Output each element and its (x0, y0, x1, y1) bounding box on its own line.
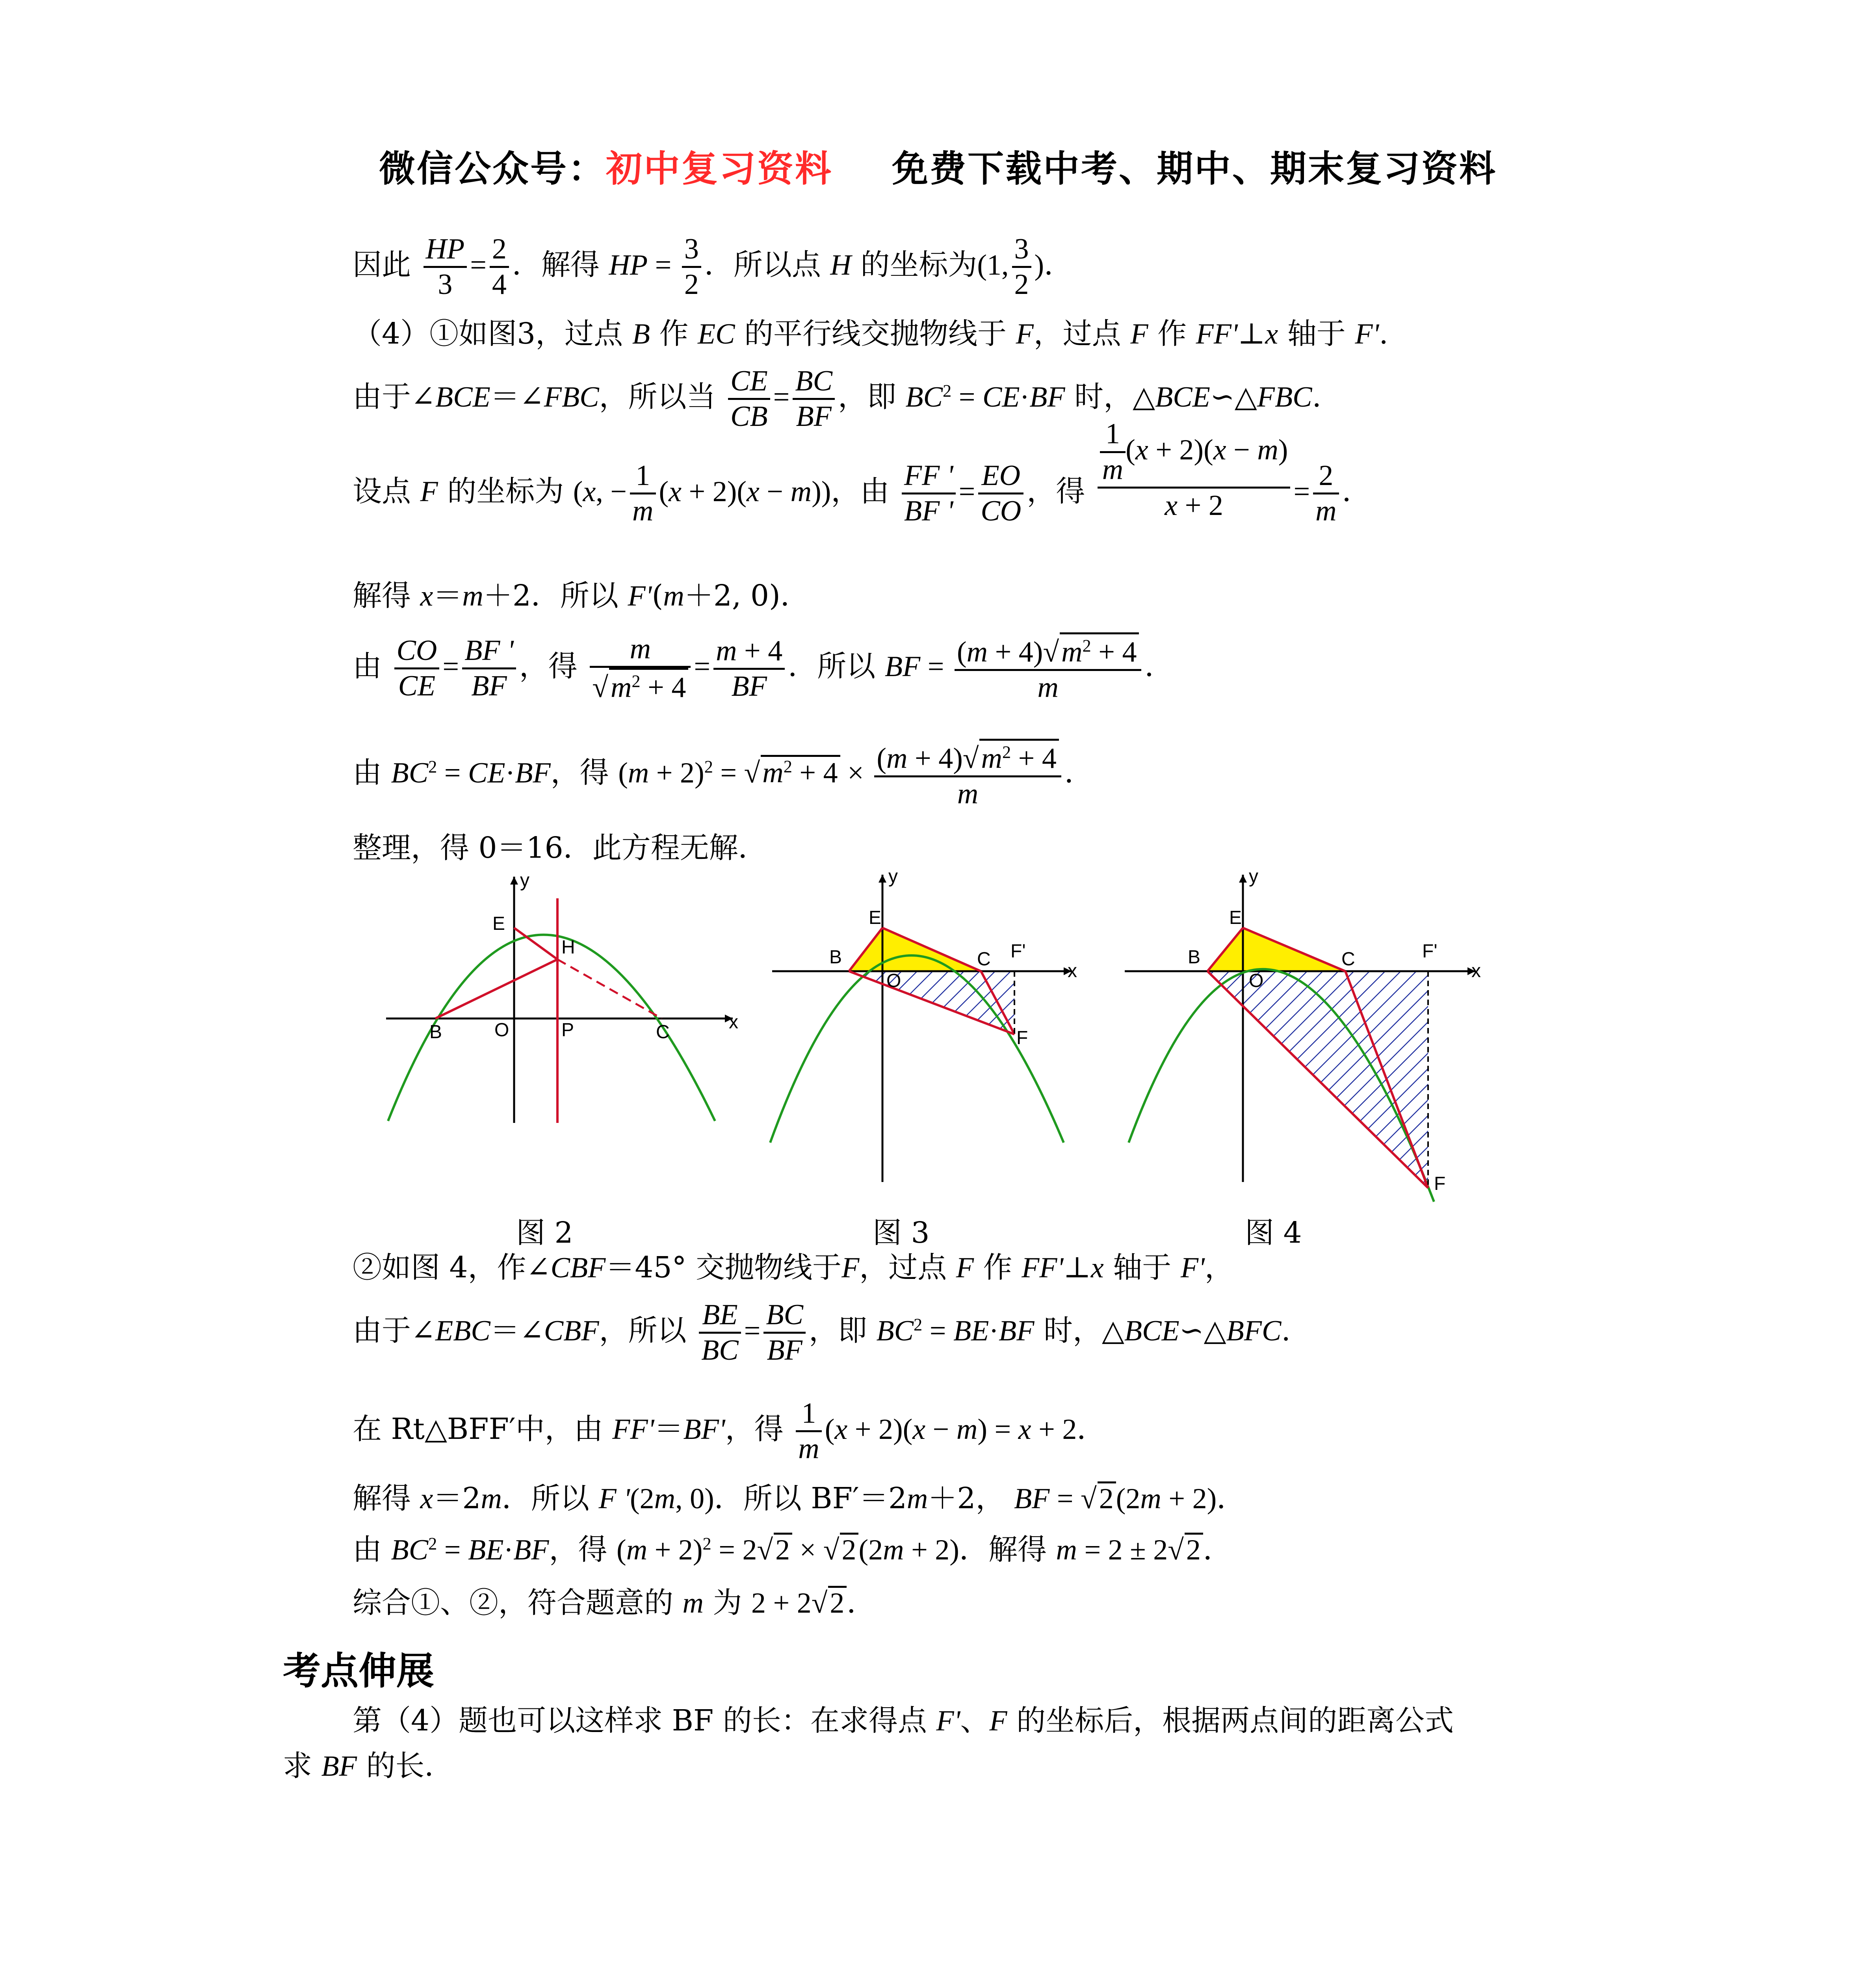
section-title: 考点伸展 (283, 1649, 434, 1693)
text: ＝ (433, 579, 462, 613)
text: FBC (1257, 381, 1312, 414)
text: F (956, 1252, 974, 1284)
text: ＋2．所以 (483, 579, 619, 613)
text: ＋2, 0)． (684, 579, 810, 613)
fraction: $\frac{BC}{BF}$ (793, 364, 835, 433)
text: 由 (353, 756, 382, 790)
fraction: $\frac{2}{m}$ (1313, 459, 1339, 528)
fraction: $\frac{(m + 4)√m^2 + 4}{m}$ (955, 632, 1142, 704)
text: H (830, 249, 851, 282)
y-arrow (879, 875, 886, 883)
label-Fp: F' (1422, 941, 1438, 962)
text: ，即 (808, 1314, 867, 1348)
line-8: 整理，得 0＝16．此方程无解． (353, 831, 767, 865)
text: ．所以 (502, 1481, 589, 1515)
text: 求 (283, 1749, 312, 1783)
text: 时，△ (1074, 380, 1155, 414)
fraction: $\frac{3}{2}$ (682, 232, 701, 301)
text: ＋2， (928, 1481, 1005, 1515)
text: ，得 (725, 1412, 784, 1446)
fraction: $\frac{BC}{BF}$ (763, 1298, 806, 1367)
text: m (481, 1483, 502, 1515)
text: ．所以点 (704, 248, 821, 282)
text: ，得 (550, 756, 609, 790)
figure-2 (386, 870, 738, 1123)
text: ，即 (838, 380, 896, 414)
text: 作 (1157, 317, 1187, 351)
text: m (906, 1483, 928, 1515)
text: ，过点 (859, 1251, 947, 1284)
text: ．解得 (512, 248, 600, 282)
label-B: B (1188, 947, 1201, 968)
text: BCE (1124, 1315, 1179, 1347)
section-para-line-1 (353, 1706, 1454, 1736)
fraction: $\frac{3}{2}$ (1012, 232, 1031, 301)
line-13: 由 $BC^2 = BE\cdot BF$，得 $(m + 2)^2 = 2√2 \times √2(2m + 2)$．解得 m = 2 ± 2√2． (353, 1533, 1232, 1567)
text: CBF (544, 1315, 599, 1347)
fraction: $\frac{1}{m}$ (796, 1397, 821, 1466)
header-tagline: 免费下载中考、期中、期末复习资料 (892, 148, 1497, 190)
text: FBC (544, 381, 599, 414)
text: 因此 (353, 248, 411, 282)
text: F (420, 476, 438, 508)
text: 由 (353, 649, 382, 684)
text: ，所以当 (599, 380, 716, 414)
label-O: O (494, 1020, 509, 1041)
segment-BH (435, 959, 557, 1018)
text: ②如图 4，作∠ (353, 1251, 551, 1284)
text: （4）①如图3，过点 (353, 317, 623, 351)
text: x (1265, 318, 1278, 350)
label-B: B (829, 947, 842, 968)
text: 时，△ (1043, 1314, 1124, 1348)
label-E: E (492, 913, 505, 934)
fraction: $\frac{HP}{3}$ (423, 232, 467, 301)
line-14: 综合①、②，符合题意的 m 为 2 + 2√2． (353, 1586, 876, 1620)
line-11: 在 Rt△BFF′中，由 FF'＝BF'，得 $\frac{1}{m}$ (x + 2)(x − m) = x + 2． (353, 1397, 1106, 1466)
label-y: y (1249, 866, 1258, 887)
fig4-caption: 图 4 (1245, 1216, 1302, 1250)
label-C: C (656, 1022, 670, 1043)
text: 的坐标为 (860, 248, 977, 282)
text: F' (628, 580, 652, 612)
text: ⊥ (1237, 317, 1265, 351)
label-x: x (1471, 961, 1481, 981)
text: 的长． (366, 1749, 454, 1783)
text: 作 (983, 1251, 1012, 1284)
label-O: O (1249, 970, 1264, 991)
label-C: C (1341, 949, 1355, 970)
fraction: $\frac{1}{m}$ (1100, 417, 1126, 486)
text: ＝45° 交抛物线于 (606, 1251, 842, 1284)
text: m (663, 580, 684, 612)
fig2-caption: 图 2 (516, 1216, 573, 1250)
fraction: $\frac{CO}{CE}$ (394, 634, 440, 703)
label-H: H (561, 937, 575, 958)
text: BF (321, 1750, 357, 1782)
text: ．所以 (788, 649, 876, 684)
text: 在 Rt△BFF′中，由 (353, 1412, 603, 1446)
text: FF' (612, 1413, 654, 1446)
text: m (462, 580, 483, 612)
text: ∽△ (1179, 1314, 1226, 1348)
text: . (1281, 1314, 1291, 1348)
text: x (420, 1483, 433, 1515)
text: ，由 (831, 474, 890, 509)
text: m (682, 1587, 704, 1619)
label-x: x (729, 1012, 738, 1033)
line-1: 因此 $\frac{HP}{3}$ = $\frac{2}{4}$ ．解得 HP = $\frac{3}{2}$ ．所以点 H 的坐标为(1, $\frac{3}{2}$ )． (353, 232, 1073, 301)
text: ＝∠ (490, 380, 544, 414)
text: F (1016, 318, 1034, 350)
fraction: $\frac{1}{m}$ (x + 2)(x − m) x + 2 (1098, 417, 1291, 522)
label-P: P (561, 1020, 574, 1041)
fraction: $\frac{2}{4}$ (490, 232, 509, 301)
segment-EH (514, 928, 557, 959)
label-y: y (888, 866, 898, 887)
text: ．解得 (959, 1533, 1047, 1567)
label-E: E (1229, 907, 1242, 928)
text: x (420, 580, 433, 612)
y-arrow (510, 877, 518, 885)
text: F' (936, 1705, 960, 1737)
text: . (1379, 317, 1388, 351)
fraction: $\frac{(m + 4)√m^2 + 4}{m}$ (874, 739, 1061, 811)
text: ＝2 (433, 1481, 481, 1515)
text: FF' (1196, 318, 1238, 350)
text: ＝∠ (490, 1314, 544, 1348)
text: ．所以 BF′＝2 (714, 1481, 907, 1515)
header-prefix: 微信公众号： (379, 148, 606, 190)
text: 解得 (353, 1481, 411, 1515)
text: BF' (683, 1413, 725, 1446)
text: F (841, 1252, 860, 1284)
text: 轴于 (1287, 317, 1346, 351)
line-6: 由 $\frac{CO}{CE}$ = $\frac{BF '}{BF}$ ，得 $\frac{m}{√m^2 + 4}$ = $\frac{m + 4}{BF}$ ．所以 BF = $\frac{(m + 4)√m^2 + 4}{m}$ ． (353, 632, 1174, 704)
text: ∽△ (1210, 380, 1257, 414)
text: B (632, 318, 650, 350)
line-4: 设点 F 的坐标为 (x, − $\frac{1}{m}$ (x + 2)(x − m))，由 $\frac{FF '}{BF '}$ = $\frac{EO}{CO}$ ，得 $\frac{1}{m}$ (x + 2)(x − m) x + 2 = $\frac{2}{m}$ ． (353, 459, 1371, 528)
line-3: 由于∠BCE＝∠FBC，所以当 $\frac{CE}{CB}$ = $\frac{BC}{BF}$ ，即 $BC^2 = CE\cdot BF$ 时，△BCE∽△FBC. (353, 364, 1321, 433)
fraction: $\frac{m}{√m^2 + 4}$ (590, 632, 691, 704)
yellow-triangle (1207, 928, 1345, 971)
label-F: F (1434, 1173, 1446, 1194)
fraction: $\frac{EO}{CO}$ (978, 459, 1023, 528)
text: ，得 (519, 649, 578, 684)
label-x: x (1068, 961, 1077, 981)
text: ⊥ (1063, 1251, 1091, 1284)
text: 为 (713, 1586, 742, 1620)
y-arrow (1239, 875, 1247, 883)
text: ，所以 (599, 1314, 687, 1348)
text: BCE (1155, 381, 1210, 414)
figure-4 (1125, 866, 1481, 1202)
label-C: C (977, 949, 991, 970)
text: 、 (960, 1704, 990, 1738)
section-para-line-2 (283, 1751, 453, 1781)
text: ，过点 (1033, 317, 1121, 351)
fraction: $\frac{FF '}{BF '}$ (902, 459, 956, 528)
text: BCE (435, 381, 490, 414)
text: x (1090, 1252, 1104, 1284)
label-O: O (886, 970, 901, 991)
text: 由于∠ (353, 380, 436, 414)
label-F: F (1016, 1028, 1028, 1048)
label-B: B (429, 1022, 442, 1043)
text: 的平行线交抛物线于 (744, 317, 1007, 351)
text: F' (1355, 318, 1379, 350)
text: . (1312, 380, 1322, 414)
yellow-triangle (849, 928, 981, 971)
text: ，得 (1027, 474, 1085, 509)
fraction: $\frac{BE}{BC}$ (699, 1298, 741, 1367)
text: 由于∠ (353, 1314, 436, 1348)
segment-HC (557, 959, 662, 1018)
text: 的坐标为 (447, 474, 564, 509)
text: 综合①、②，符合题意的 (353, 1586, 673, 1620)
label-y: y (520, 870, 529, 891)
text: 设点 (353, 474, 411, 509)
line-10: 由于∠EBC＝∠CBF，所以 $\frac{BE}{BC}$ = $\frac{BC}{BF}$ ，即 $BC^2 = BE\cdot BF$ 时，△BCE∽△BFC. (353, 1298, 1291, 1367)
text: ，得 (549, 1533, 607, 1567)
line-12: 解得 x＝2m．所以 F '(2m, 0)．所以 BF′＝2m＋2， BF = √2(2m + 2)． (353, 1481, 1246, 1515)
text: EC (697, 318, 735, 350)
text: ， (1204, 1251, 1234, 1284)
label-Fp: F' (1010, 941, 1026, 962)
fraction: $\frac{BF '}{BF}$ (462, 634, 516, 703)
text: 解得 (353, 579, 411, 613)
fraction: $\frac{CE}{CB}$ (728, 364, 770, 433)
figure-3 (770, 866, 1077, 1182)
line-9 (353, 1253, 1234, 1282)
header-account: 初中复习资料 (606, 148, 833, 190)
label-E: E (869, 907, 882, 928)
text: 的坐标后，根据两点间的距离公式 (1016, 1704, 1454, 1738)
text: BFC (1226, 1315, 1282, 1347)
text: F (1130, 318, 1148, 350)
line-7: 由 $BC^2 = CE\cdot BF$，得 $(m + 2)^2 = √m^2 + 4$ × $\frac{(m + 4)√m^2 + 4}{m}$ ． (353, 739, 1094, 811)
text: 轴于 (1113, 1251, 1172, 1284)
text: F' (1180, 1252, 1205, 1284)
text: ( (652, 579, 663, 613)
fraction: $\frac{1}{m}$ (630, 459, 656, 528)
text: 由 (353, 1533, 382, 1567)
fraction: $\frac{m + 4}{BF}$ (713, 634, 785, 703)
text: 第（4）题也可以这样求 BF 的长：在求得点 (353, 1704, 927, 1738)
text: EBC (435, 1315, 490, 1347)
text: 作 (659, 317, 689, 351)
text: FF' (1022, 1252, 1064, 1284)
fig3-caption: 图 3 (873, 1216, 930, 1250)
text: CBF (550, 1252, 606, 1284)
text: ＝ (654, 1412, 684, 1446)
text: F (989, 1705, 1007, 1737)
